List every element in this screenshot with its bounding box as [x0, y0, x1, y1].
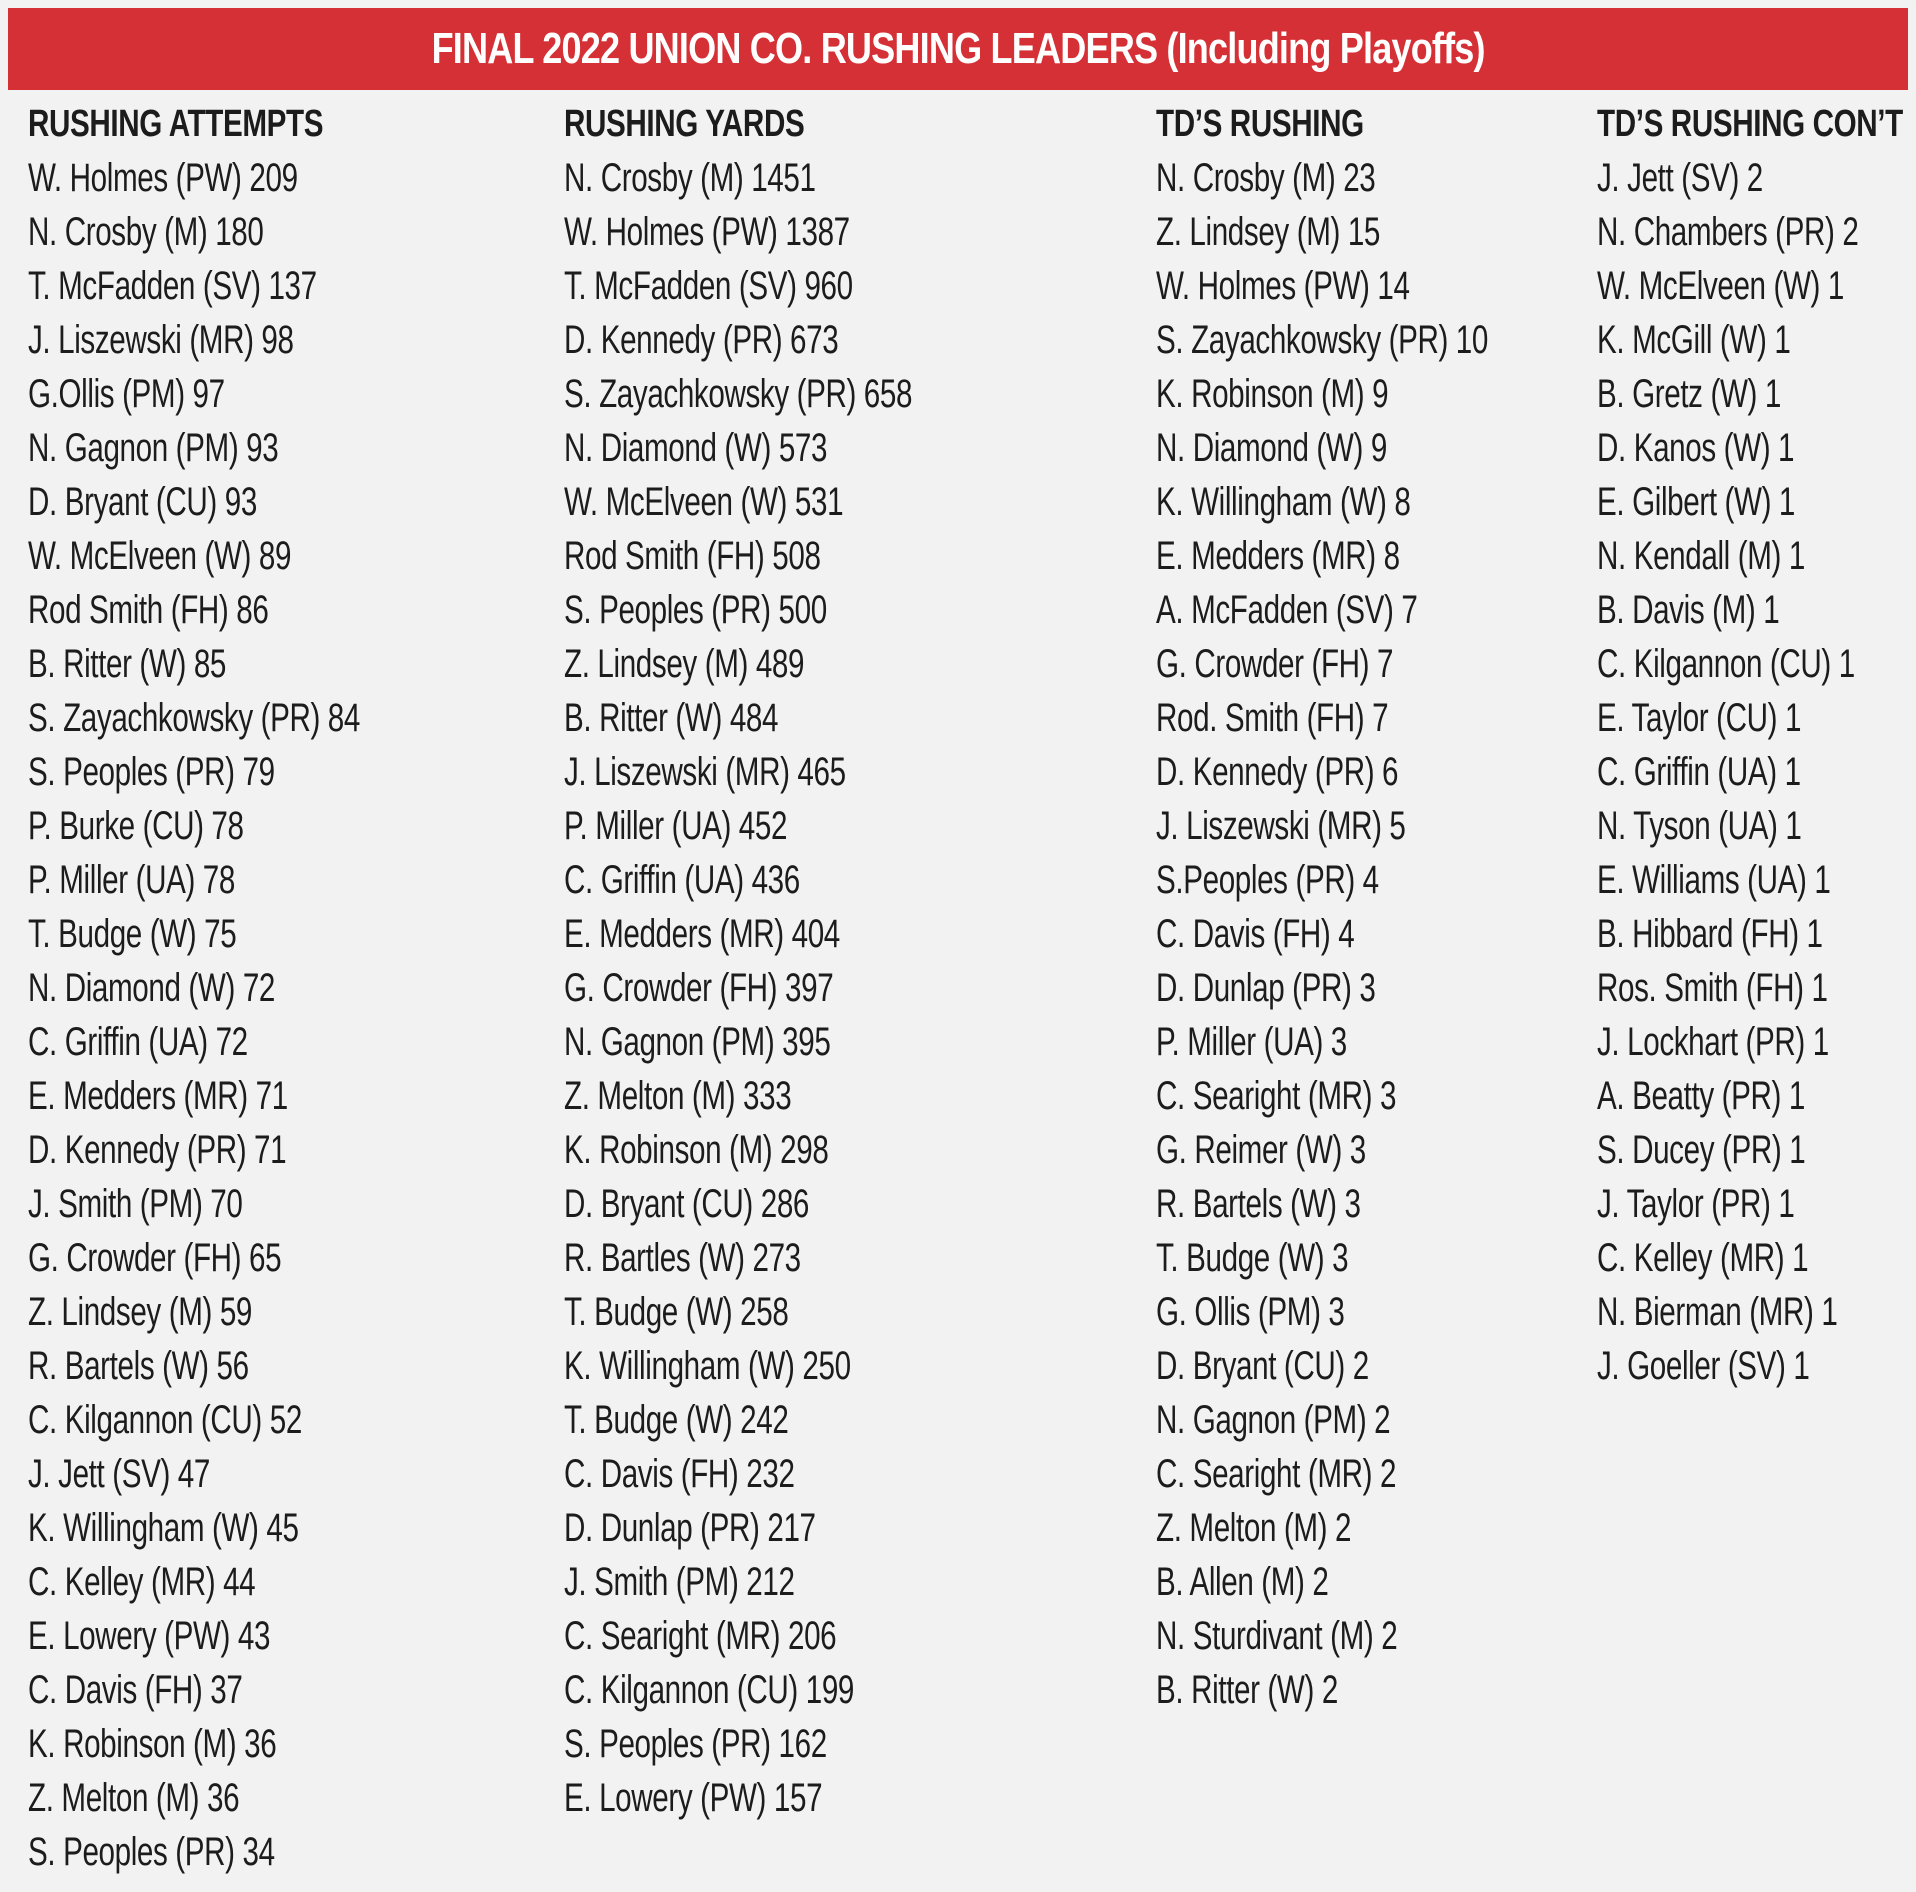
list-item: S. Ducey (PR) 1: [1597, 1128, 1806, 1172]
list-item: Z. Melton (M) 36: [28, 1776, 240, 1820]
list-item: B. Ritter (W) 2: [1156, 1668, 1338, 1712]
column-header: RUSHING YARDS: [564, 103, 805, 145]
list-item: T. Budge (W) 3: [1156, 1236, 1349, 1280]
list-item: T. Budge (W) 75: [28, 912, 237, 956]
list-item: D. Dunlap (PR) 3: [1156, 966, 1376, 1010]
list-item: D. Bryant (CU) 286: [564, 1182, 810, 1226]
list-item: N. Bierman (MR) 1: [1597, 1290, 1838, 1334]
list-item: N. Crosby (M) 23: [1156, 156, 1376, 200]
list-item: A. Beatty (PR) 1: [1597, 1074, 1805, 1118]
list-item: Z. Melton (M) 2: [1156, 1506, 1352, 1550]
list-item: G. Crowder (FH) 7: [1156, 642, 1394, 686]
list-item: K. Robinson (M) 298: [564, 1128, 829, 1172]
list-item: N. Kendall (M) 1: [1597, 534, 1805, 578]
list-item: B. Hibbard (FH) 1: [1597, 912, 1823, 956]
list-item: J. Taylor (PR) 1: [1597, 1182, 1795, 1226]
list-item: N. Tyson (UA) 1: [1597, 804, 1802, 848]
list-item: S.Peoples (PR) 4: [1156, 858, 1379, 902]
list-item: Rod. Smith (FH) 7: [1156, 696, 1389, 740]
list-item: C. Searight (MR) 2: [1156, 1452, 1397, 1496]
list-item: N. Crosby (M) 1451: [564, 156, 816, 200]
leader-list: [564, 151, 1034, 1825]
list-item: N. Gagnon (PM) 93: [28, 426, 279, 470]
list-item: C. Griffin (UA) 436: [564, 858, 800, 902]
list-item: K. Robinson (M) 9: [1156, 372, 1389, 416]
list-item: E. Medders (MR) 71: [28, 1074, 288, 1118]
list-item: S. Zayachkowsky (PR) 658: [564, 372, 913, 416]
list-item: C. Davis (FH) 232: [564, 1452, 795, 1496]
list-item: R. Bartles (W) 273: [564, 1236, 801, 1280]
list-item: D. Bryant (CU) 93: [28, 480, 257, 524]
list-item: Rod Smith (FH) 86: [28, 588, 269, 632]
list-item: S. Peoples (PR) 34: [28, 1830, 275, 1874]
leader-list: [28, 151, 477, 1879]
list-item: E. Williams (UA) 1: [1597, 858, 1831, 902]
list-item: Rod Smith (FH) 508: [564, 534, 821, 578]
list-item: S. Peoples (PR) 500: [564, 588, 827, 632]
list-item: D. Bryant (CU) 2: [1156, 1344, 1369, 1388]
list-item: W. Holmes (PW) 209: [28, 156, 298, 200]
list-item: K. McGill (W) 1: [1597, 318, 1791, 362]
list-item: T. McFadden (SV) 137: [28, 264, 317, 308]
list-item: D. Kanos (W) 1: [1597, 426, 1795, 470]
list-item: J. Liszewski (MR) 98: [28, 318, 294, 362]
list-item: T. McFadden (SV) 960: [564, 264, 853, 308]
title-banner: [8, 8, 1908, 90]
list-item: N. Gagnon (PM) 395: [564, 1020, 831, 1064]
list-item: T. Budge (W) 242: [564, 1398, 789, 1442]
list-item: R. Bartels (W) 56: [28, 1344, 249, 1388]
list-item: K. Robinson (M) 36: [28, 1722, 277, 1766]
list-item: E. Medders (MR) 8: [1156, 534, 1400, 578]
list-item: P. Miller (UA) 3: [1156, 1020, 1347, 1064]
list-item: C. Searight (MR) 206: [564, 1614, 837, 1658]
list-item: W. McElveen (W) 89: [28, 534, 292, 578]
list-item: G. Crowder (FH) 397: [564, 966, 834, 1010]
list-item: B. Allen (M) 2: [1156, 1560, 1329, 1604]
list-item: Ros. Smith (FH) 1: [1597, 966, 1828, 1010]
list-item: S. Zayachkowsky (PR) 10: [1156, 318, 1488, 362]
list-item: T. Budge (W) 258: [564, 1290, 789, 1334]
list-item: E. Taylor (CU) 1: [1597, 696, 1802, 740]
list-item: A. McFadden (SV) 7: [1156, 588, 1418, 632]
list-item: D. Kennedy (PR) 673: [564, 318, 839, 362]
list-item: Z. Lindsey (M) 15: [1156, 210, 1381, 254]
list-item: D. Kennedy (PR) 6: [1156, 750, 1399, 794]
list-item: C. Davis (FH) 4: [1156, 912, 1355, 956]
list-item: N. Diamond (W) 573: [564, 426, 828, 470]
column-header: TD’S RUSHING: [1156, 103, 1364, 145]
list-item: N. Diamond (W) 9: [1156, 426, 1387, 470]
list-item: J. Jett (SV) 2: [1597, 156, 1763, 200]
list-item: S. Peoples (PR) 79: [28, 750, 275, 794]
list-item: N. Chambers (PR) 2: [1597, 210, 1859, 254]
list-item: K. Willingham (W) 8: [1156, 480, 1411, 524]
column-header: TD’S RUSHING CON’T: [1597, 103, 1903, 145]
list-item: C. Kilgannon (CU) 52: [28, 1398, 302, 1442]
list-item: N. Crosby (M) 180: [28, 210, 264, 254]
list-item: W. Holmes (PW) 1387: [564, 210, 850, 254]
list-item: J. Smith (PM) 212: [564, 1560, 795, 1604]
page-title: FINAL 2022 UNION CO. RUSHING LEADERS (Including Playoffs): [431, 24, 1485, 73]
column-td-rushing: [1156, 97, 1605, 1717]
list-item: C. Davis (FH) 37: [28, 1668, 243, 1712]
list-item: K. Willingham (W) 45: [28, 1506, 299, 1550]
list-item: W. Holmes (PW) 14: [1156, 264, 1410, 308]
leader-list: [1156, 151, 1605, 1717]
list-item: C. Kilgannon (CU) 1: [1597, 642, 1855, 686]
column-rushing-attempts: [28, 97, 477, 1879]
list-item: N. Sturdivant (M) 2: [1156, 1614, 1398, 1658]
list-item: D. Dunlap (PR) 217: [564, 1506, 816, 1550]
list-item: G. Ollis (PM) 3: [1156, 1290, 1345, 1334]
list-item: Z. Lindsey (M) 489: [564, 642, 805, 686]
list-item: G. Crowder (FH) 65: [28, 1236, 282, 1280]
column-rushing-yards: [564, 97, 1034, 1825]
list-item: B. Davis (M) 1: [1597, 588, 1780, 632]
list-item: E. Gilbert (W) 1: [1597, 480, 1796, 524]
list-item: C. Kelley (MR) 44: [28, 1560, 256, 1604]
list-item: D. Kennedy (PR) 71: [28, 1128, 287, 1172]
list-item: Z. Lindsey (M) 59: [28, 1290, 253, 1334]
list-item: J. Jett (SV) 47: [28, 1452, 210, 1496]
list-item: S. Zayachkowsky (PR) 84: [28, 696, 360, 740]
list-item: N. Gagnon (PM) 2: [1156, 1398, 1391, 1442]
list-item: J. Lockhart (PR) 1: [1597, 1020, 1829, 1064]
column-header: RUSHING ATTEMPTS: [28, 103, 324, 145]
list-item: J. Goeller (SV) 1: [1597, 1344, 1810, 1388]
list-item: C. Searight (MR) 3: [1156, 1074, 1397, 1118]
list-item: P. Miller (UA) 452: [564, 804, 788, 848]
list-item: R. Bartels (W) 3: [1156, 1182, 1361, 1226]
list-item: W. McElveen (W) 1: [1597, 264, 1844, 308]
list-item: B. Ritter (W) 484: [564, 696, 779, 740]
list-item: P. Miller (UA) 78: [28, 858, 236, 902]
list-item: B. Gretz (W) 1: [1597, 372, 1781, 416]
list-item: C. Kelley (MR) 1: [1597, 1236, 1809, 1280]
list-item: K. Willingham (W) 250: [564, 1344, 851, 1388]
list-item: S. Peoples (PR) 162: [564, 1722, 827, 1766]
list-item: W. McElveen (W) 531: [564, 480, 844, 524]
column-td-rushing-continued: [1597, 97, 1916, 1393]
list-item: G. Reimer (W) 3: [1156, 1128, 1366, 1172]
leader-list: [1597, 151, 1916, 1393]
list-item: N. Diamond (W) 72: [28, 966, 276, 1010]
list-item: B. Ritter (W) 85: [28, 642, 227, 686]
list-item: C. Kilgannon (CU) 199: [564, 1668, 855, 1712]
list-item: E. Lowery (PW) 43: [28, 1614, 271, 1658]
list-item: C. Griffin (UA) 1: [1597, 750, 1801, 794]
list-item: G.Ollis (PM) 97: [28, 372, 225, 416]
list-item: E. Lowery (PW) 157: [564, 1776, 823, 1820]
list-item: P. Burke (CU) 78: [28, 804, 244, 848]
list-item: Z. Melton (M) 333: [564, 1074, 792, 1118]
list-item: C. Griffin (UA) 72: [28, 1020, 248, 1064]
list-item: J. Liszewski (MR) 5: [1156, 804, 1406, 848]
list-item: J. Smith (PM) 70: [28, 1182, 243, 1226]
list-item: J. Liszewski (MR) 465: [564, 750, 846, 794]
list-item: E. Medders (MR) 404: [564, 912, 840, 956]
